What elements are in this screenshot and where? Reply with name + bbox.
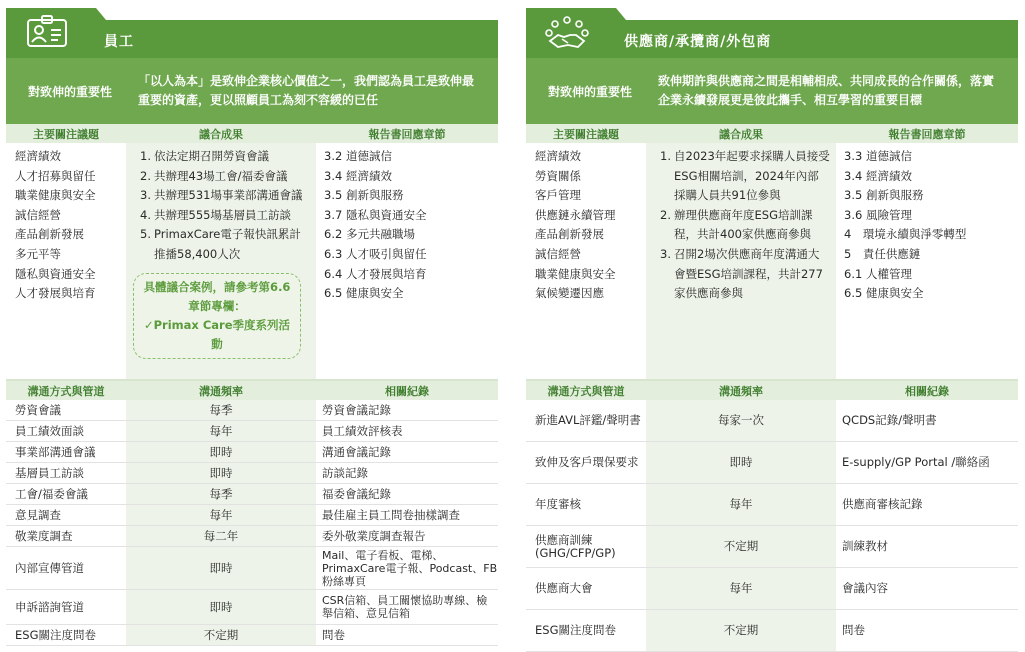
results-list bbox=[126, 143, 316, 379]
result-item: 2. 辦理供應商年度ESG培訓課程，共計400家供應商參與 bbox=[660, 207, 813, 242]
table-row: 事業部溝通會議 即時 溝通會議記錄 bbox=[6, 442, 498, 463]
issues-header-row bbox=[526, 124, 1018, 143]
table-row: 內部宣傳管道 即時 Mail、電子看板、電梯、PrimaxCare電子報、Podcast、FB粉絲專頁 bbox=[6, 547, 498, 590]
tab-background bbox=[526, 8, 1018, 58]
result-item: 4. 共辦理555場基層員工訪談 bbox=[140, 207, 291, 222]
topic-item: 氣候變遷因應 bbox=[535, 286, 604, 301]
supplier-panel bbox=[526, 8, 1018, 652]
topic-item: 人才發展與培育 bbox=[15, 286, 96, 301]
topic-item: 多元平等 bbox=[15, 246, 61, 261]
table-row: ESG關注度問卷 不定期 問卷 bbox=[526, 610, 1018, 652]
header-topics: 主要關注議題 bbox=[553, 127, 619, 141]
topic-item: 經濟績效 bbox=[535, 149, 581, 163]
importance-label: 對致伸的重要性 bbox=[27, 84, 112, 99]
chapter-item: 6.1 人權管理 bbox=[844, 266, 912, 281]
topic-item: 產品創新發展 bbox=[15, 227, 84, 242]
importance-label: 對致伸的重要性 bbox=[547, 84, 632, 99]
note-line: 章節專欄： bbox=[188, 298, 246, 313]
result-item: 1. 依法定期召開勞資會議 bbox=[140, 149, 269, 163]
result-item: 3. 共辦理531場事業部溝通會議 bbox=[140, 188, 303, 203]
employee-tab bbox=[6, 8, 498, 58]
table-row: 敬業度調查 每二年 委外敬業度調查報告 bbox=[6, 526, 498, 547]
chapter-item: 6.3 人才吸引與留任 bbox=[324, 246, 427, 261]
table-row: 勞資會議 每季 勞資會議記錄 bbox=[6, 400, 498, 421]
header-results: 議合成果 bbox=[199, 127, 243, 141]
result-item: 3. 召開2場次供應商年度溝通大會暨ESG培訓課程，共計277家供應商參與 bbox=[660, 246, 823, 301]
issues-body bbox=[526, 143, 1018, 379]
header-channel: 溝通方式與管道 bbox=[27, 384, 105, 398]
chapter-item: 3.5 創新與服務 bbox=[324, 188, 404, 203]
result-item: 5. PrimaxCare電子報快訊累計推播58,400人次 bbox=[140, 227, 301, 261]
importance-band bbox=[6, 58, 498, 124]
topic-item: 隱私與資通安全 bbox=[15, 266, 96, 281]
chapter-item: 3.7 隱私與資通安全 bbox=[324, 207, 427, 222]
chapter-item: 6.5 健康與安全 bbox=[844, 286, 924, 301]
result-item: 2. 共辦理43場工會/福委會議 bbox=[140, 168, 288, 183]
comm-table bbox=[526, 400, 1018, 652]
tab-background bbox=[6, 8, 498, 58]
chapter-item: 5 責任供應鏈 bbox=[844, 246, 921, 261]
issues-body bbox=[6, 143, 498, 379]
handshake-icon bbox=[544, 15, 590, 51]
comm-table bbox=[6, 400, 498, 646]
topic-item: 勞資關係 bbox=[535, 168, 581, 183]
table-row: ESG關注度問卷 不定期 問卷 bbox=[6, 625, 498, 646]
comm-header-row bbox=[526, 379, 1018, 400]
chapter-item: 4 環境永續與淨零轉型 bbox=[844, 227, 967, 242]
table-row: 申訴諮詢管道 即時 CSR信箱、員工關懷協助專線、檢舉信箱、意見信箱 bbox=[6, 590, 498, 625]
table-row: 意見調查 每年 最佳雇主員工問卷抽樣調查 bbox=[6, 505, 498, 526]
topic-item: 職業健康與安全 bbox=[15, 188, 96, 203]
results-list bbox=[646, 143, 836, 379]
panel-title: 供應商/承攬商/外包商 bbox=[624, 34, 772, 50]
topic-item: 誠信經營 bbox=[535, 246, 581, 261]
topic-item: 供應鏈永續管理 bbox=[535, 207, 616, 222]
comm-header-row bbox=[6, 379, 498, 400]
issues-header-row bbox=[6, 124, 498, 143]
table-row: 工會/福委會議 每季 福委會議紀錄 bbox=[6, 484, 498, 505]
importance-band bbox=[526, 58, 1018, 124]
case-study-note bbox=[133, 273, 301, 359]
table-row: 供應商大會 每年 會議內容 bbox=[526, 568, 1018, 610]
chapter-item: 3.4 經濟績效 bbox=[324, 168, 392, 183]
topic-item: 誠信經營 bbox=[15, 207, 61, 222]
note-line: 具體議合案例，請參考第6.6 bbox=[143, 279, 291, 294]
table-row: 致伸及客戶環保要求 即時 E-supply/GP Portal /聯絡函 bbox=[526, 442, 1018, 484]
chapter-item: 3.4 經濟績效 bbox=[844, 168, 912, 183]
header-frequency: 溝通頻率 bbox=[199, 384, 243, 398]
header-topics: 主要關注議題 bbox=[33, 127, 99, 141]
header-frequency: 溝通頻率 bbox=[719, 384, 763, 398]
header-results: 議合成果 bbox=[719, 127, 763, 141]
table-row: 基層員工訪談 即時 訪談記錄 bbox=[6, 463, 498, 484]
header-records: 相關紀錄 bbox=[905, 384, 949, 398]
chapter-item: 3.5 創新與服務 bbox=[844, 188, 924, 203]
topic-item: 客戶管理 bbox=[535, 188, 581, 203]
table-row: 年度審核 每年 供應商審核記錄 bbox=[526, 484, 1018, 526]
topic-item: 人才招募與留任 bbox=[15, 168, 96, 183]
chapters-list bbox=[836, 143, 1018, 379]
topics-list bbox=[526, 143, 646, 379]
header-records: 相關紀錄 bbox=[385, 384, 429, 398]
employee-panel bbox=[6, 8, 498, 646]
header-chapters: 報告書回應章節 bbox=[888, 127, 966, 141]
chapter-item: 3.6 風險管理 bbox=[844, 207, 912, 222]
importance-text: 「以人為本」是致伸企業核心價值之一，我們認為員工是致伸最重要的資產，更以照顧員工為刻不容緩的已任 bbox=[138, 74, 475, 107]
table-row: 供應商訓練(GHG/CFP/GP) 不定期 訓練教材 bbox=[526, 526, 1018, 568]
result-item: 1. 自2023年起要求採購人員接受ESG相關培訓，2024年內部採購人員共91位參與 bbox=[660, 149, 830, 203]
chapter-item: 6.5 健康與安全 bbox=[324, 286, 404, 301]
importance-text: 致伸期許與供應商之間是相輔相成、共同成長的合作關係，落實企業永續發展更是彼此攜手、相互學習的重要目標 bbox=[658, 74, 995, 107]
chapters-list bbox=[316, 143, 498, 379]
topic-item: 經濟績效 bbox=[15, 149, 61, 163]
topic-item: 產品創新發展 bbox=[535, 227, 604, 242]
supplier-tab bbox=[526, 8, 1018, 58]
chapter-item: 6.4 人才發展與培育 bbox=[324, 266, 427, 281]
chapter-item: 3.2 道德誠信 bbox=[324, 149, 392, 163]
chapter-item: 6.2 多元共融職場 bbox=[324, 227, 415, 242]
topics-list bbox=[6, 143, 126, 379]
table-row: 員工績效面談 每年 員工績效評核表 bbox=[6, 421, 498, 442]
header-channel: 溝通方式與管道 bbox=[547, 384, 625, 398]
header-chapters: 報告書回應章節 bbox=[368, 127, 446, 141]
chapter-item: 3.3 道德誠信 bbox=[844, 149, 912, 163]
note-line: ✓Primax Care季度系列活動 bbox=[143, 317, 290, 351]
panel-title: 員工 bbox=[104, 34, 134, 50]
topic-item: 職業健康與安全 bbox=[535, 266, 616, 281]
table-row: 新進AVL評鑑/聲明書 每家一次 QCDS記錄/聲明書 bbox=[526, 400, 1018, 442]
id-badge-icon bbox=[24, 15, 70, 51]
